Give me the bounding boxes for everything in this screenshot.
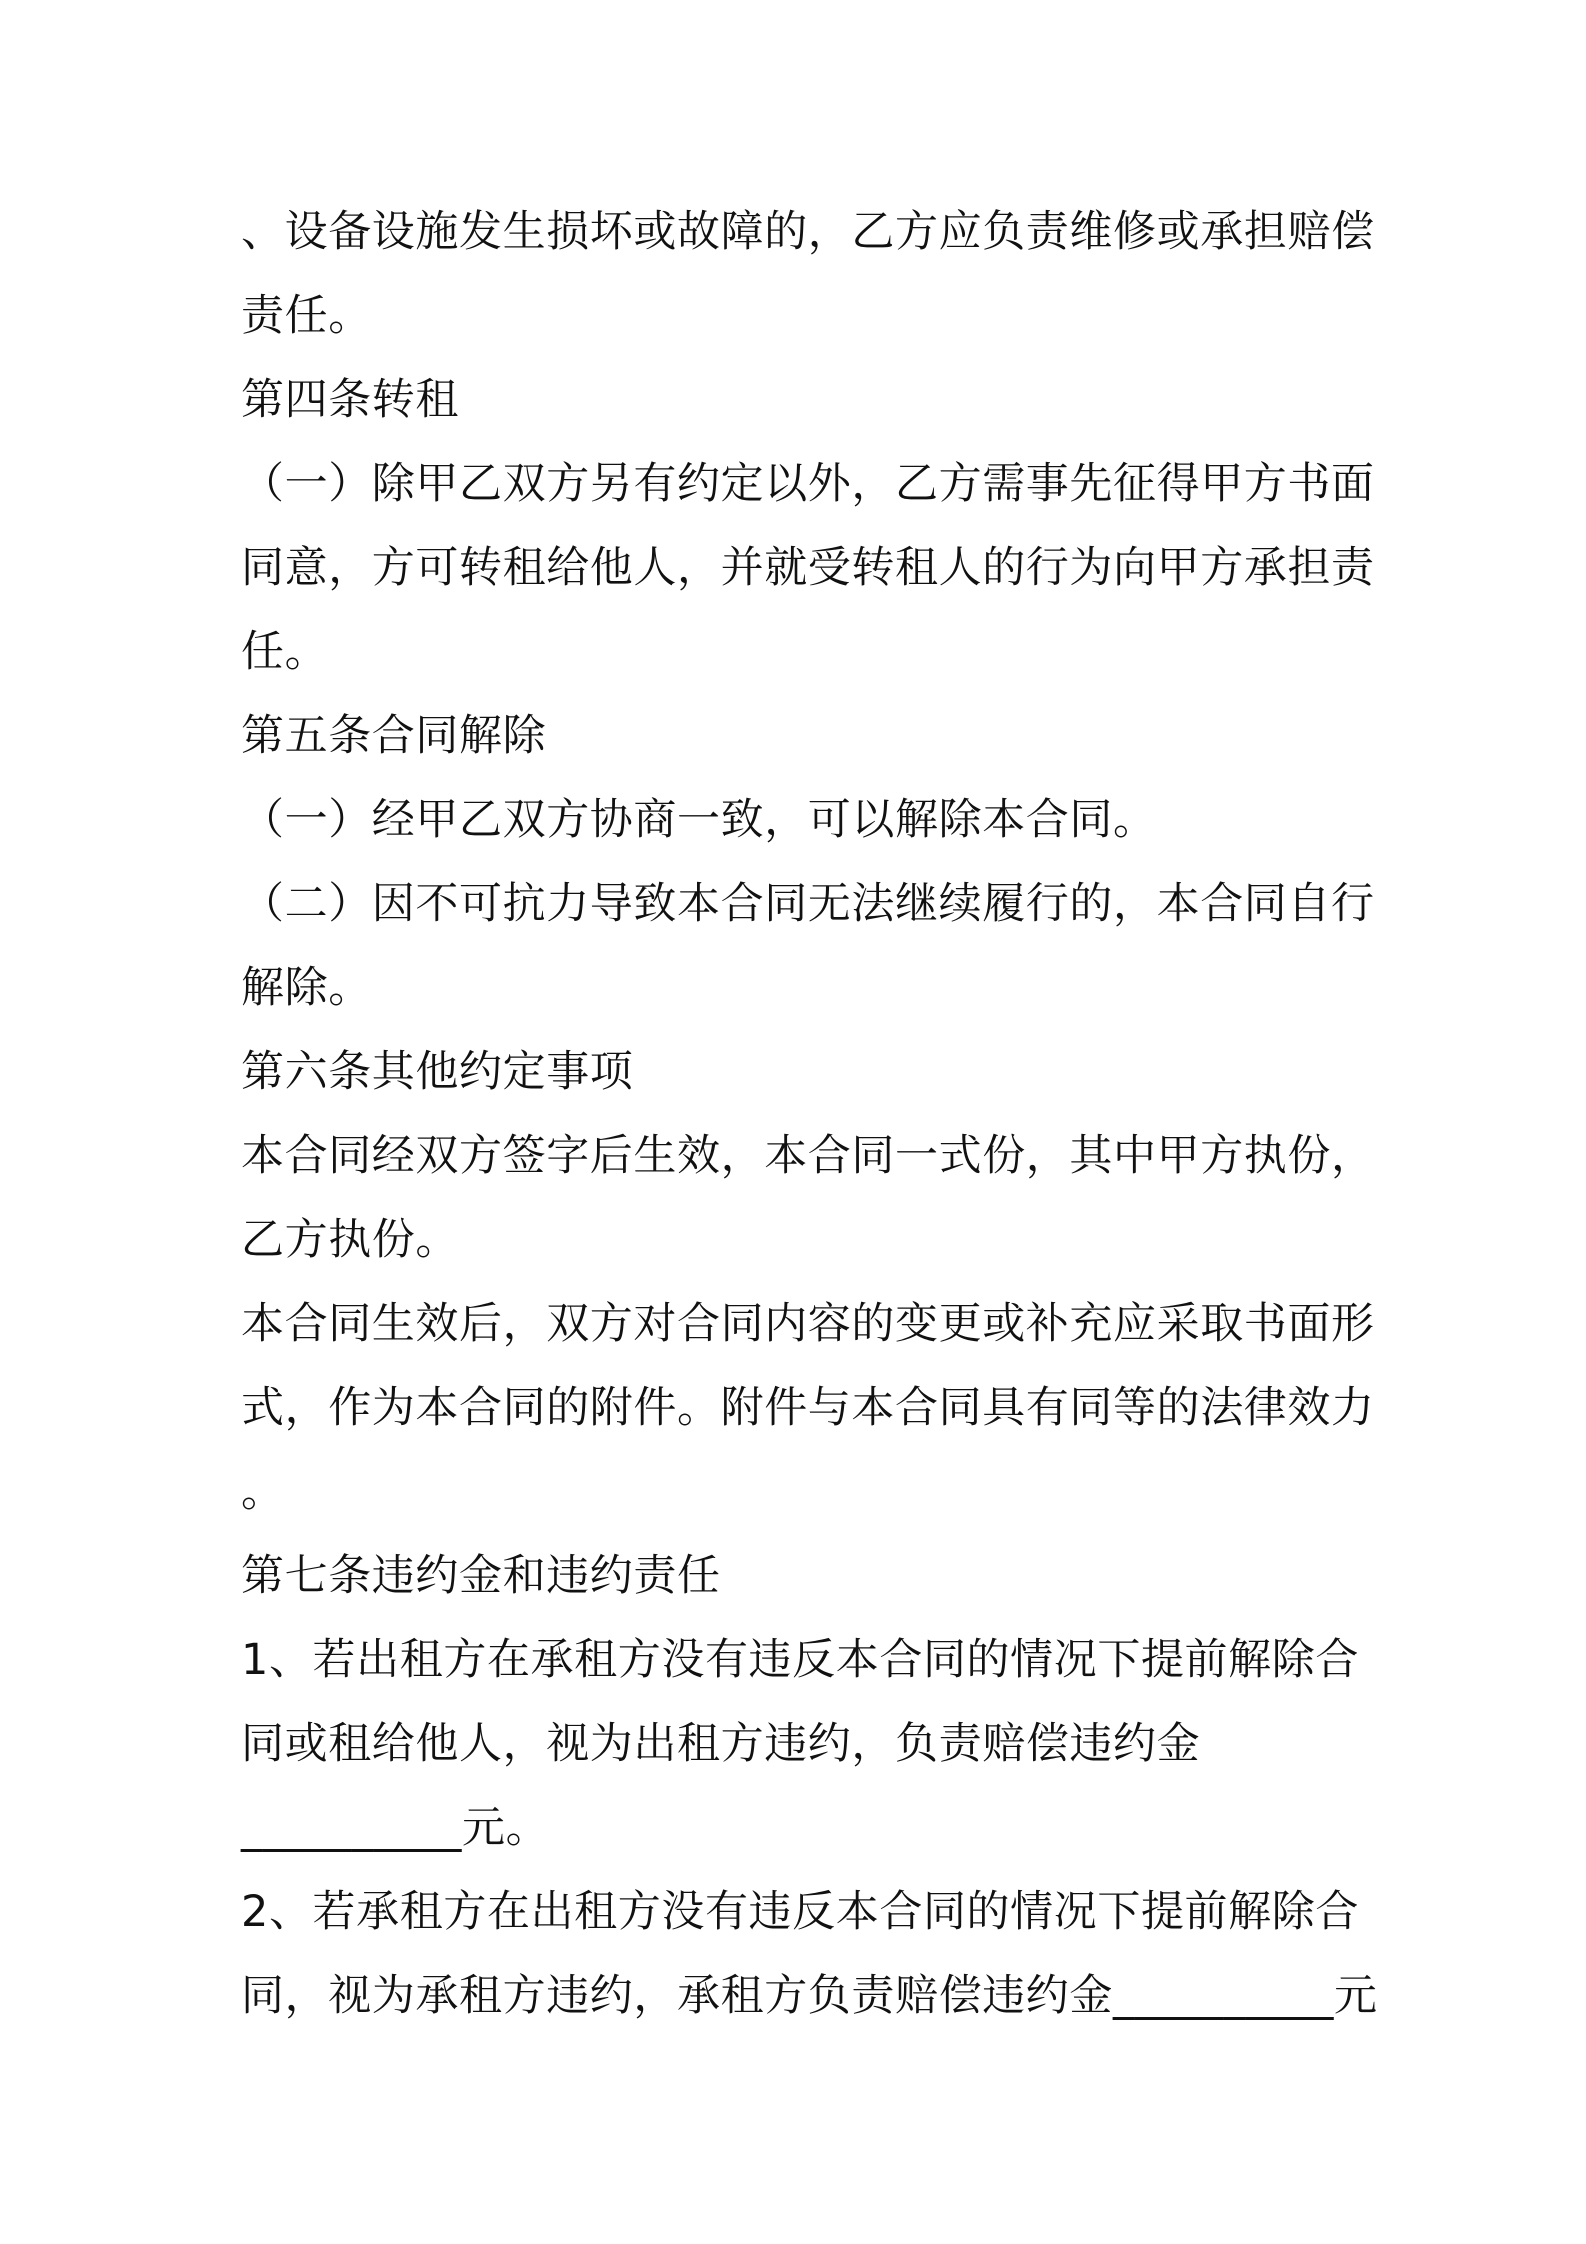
- text-line-16: 。: [241, 1467, 285, 1517]
- document-body: [241, 190, 1378, 2038]
- text-line-4: （一）除甲乙双方另有约定以外，乙方需事先征得甲方书面: [241, 459, 1375, 509]
- text-line-15: 式，作为本合同的附件。附件与本合同具有同等的法律效力: [241, 1383, 1375, 1433]
- text-line-14: 本合同生效后，双方对合同内容的变更或补充应采取书面形: [241, 1299, 1375, 1349]
- text-line-19: 同或租给他人，视为出租方违约，负责赔偿违约金: [241, 1719, 1201, 1769]
- text-line-2: 责任。: [241, 291, 372, 341]
- text-line-1: 、设备设施发生损坏或故障的，乙方应负责维修或承担赔偿: [241, 207, 1375, 257]
- text-line-21: 2、若承租方在出租方没有违反本合同的情况下提前解除合: [241, 1887, 1359, 1937]
- section-heading-article-7: 第七条违约金和违约责任: [241, 1551, 721, 1601]
- text-line-18: 1、若出租方在承租方没有违反本合同的情况下提前解除合: [241, 1635, 1359, 1685]
- section-heading-article-6: 第六条其他约定事项: [241, 1047, 634, 1097]
- text-line-5: 同意，方可转租给他人，并就受转租人的行为向甲方承担责: [241, 543, 1375, 593]
- text-line-9: （二）因不可抗力导致本合同无法继续履行的，本合同自行: [241, 879, 1375, 929]
- text-line-22: 同，视为承租方违约，承租方负责赔偿违约金__________元: [241, 1971, 1378, 2021]
- text-line-13: 乙方执份。: [241, 1215, 459, 1265]
- section-heading-article-5: 第五条合同解除: [241, 711, 547, 761]
- text-line-12: 本合同经双方签字后生效，本合同一式份，其中甲方执份，: [241, 1131, 1375, 1181]
- section-heading-article-4: 第四条转租: [241, 375, 459, 425]
- text-line-6: 任。: [241, 627, 329, 677]
- text-line-10: 解除。: [241, 963, 372, 1013]
- text-line-8: （一）经甲乙双方协商一致，可以解除本合同。: [241, 795, 1157, 845]
- text-line-20: __________元。: [241, 1803, 550, 1853]
